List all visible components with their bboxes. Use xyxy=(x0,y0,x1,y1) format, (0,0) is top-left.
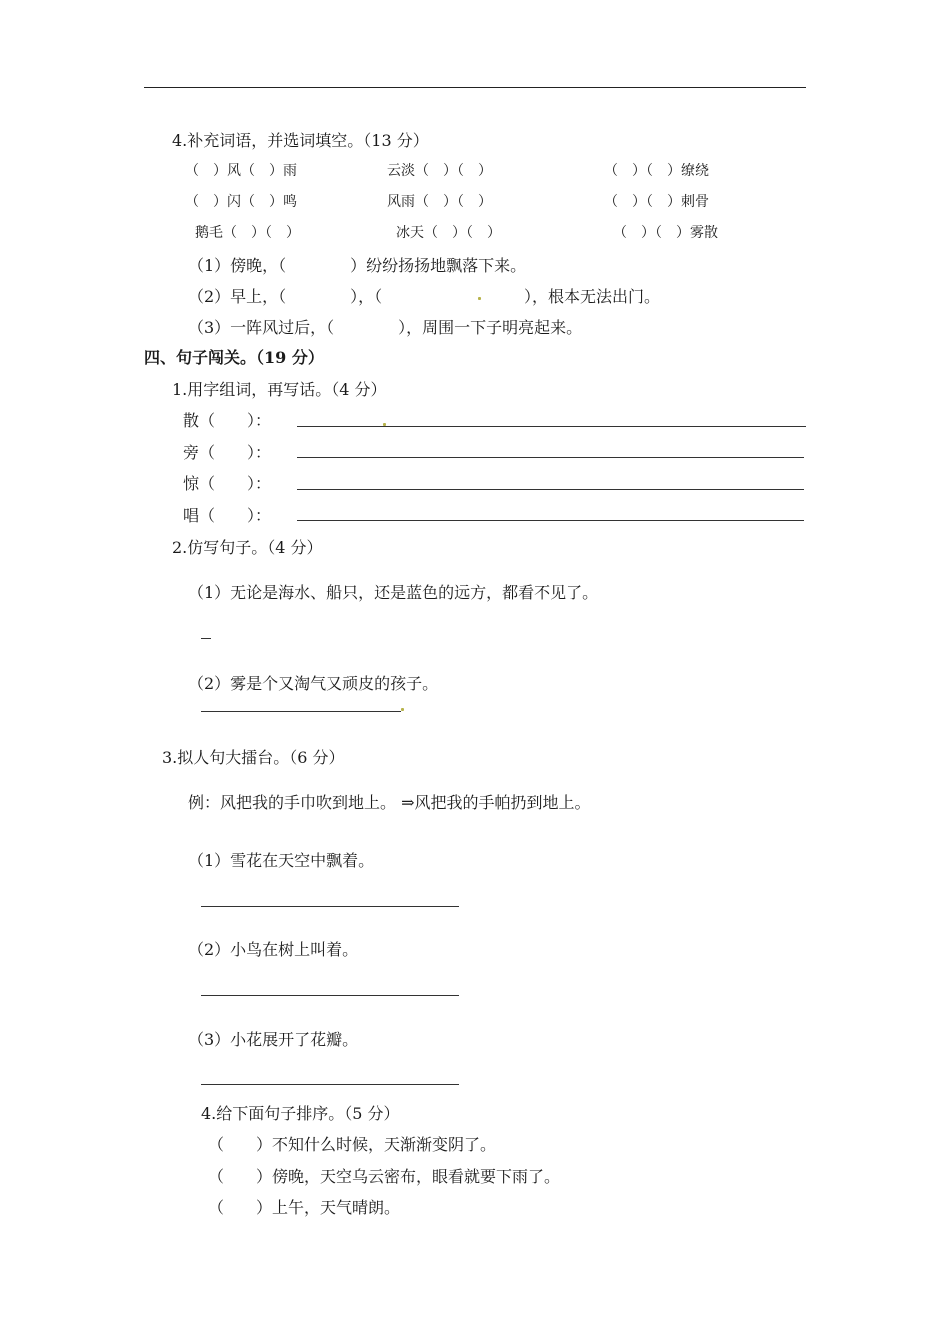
answer-line-short xyxy=(201,638,211,639)
answer-line xyxy=(297,520,804,521)
word-blank: （ ）（ ）雾散 xyxy=(613,225,718,241)
q3-example: 例：风把我的手巾吹到地上。 ⇒风把我的手帕扔到地上。 xyxy=(188,793,591,812)
word-blank: （ ）风（ ）雨 xyxy=(185,163,297,179)
word-blank: （ ）闪（ ）鸣 xyxy=(185,194,297,210)
answer-line xyxy=(201,711,401,712)
q1-title: 1.用字组词，再写话。（4 分） xyxy=(172,380,387,399)
word-blank: 云淡（ ）（ ） xyxy=(387,163,492,179)
answer-line xyxy=(201,1084,459,1085)
q1-item-4: 唱（ ）： xyxy=(183,506,272,525)
word-blank: 风雨（ ）（ ） xyxy=(387,194,492,210)
order-item: （ ）不知什么时候，天渐渐变阴了。 xyxy=(208,1135,497,1154)
ink-speck xyxy=(478,297,481,300)
word-blank: （ ）（ ）刺骨 xyxy=(604,194,709,210)
order-item: （ ）上午，天气晴朗。 xyxy=(208,1198,401,1217)
word-blank: （ ）（ ）缭绕 xyxy=(604,163,709,179)
header-rule xyxy=(144,87,806,88)
answer-line xyxy=(201,906,459,907)
order-item: （ ）傍晚，天空乌云密布，眼看就要下雨了。 xyxy=(208,1167,561,1186)
answer-line xyxy=(297,457,804,458)
q3-title: 3.拟人句大擂台。（6 分） xyxy=(162,748,345,767)
fill-sentence-3: （3）一阵风过后，（ ），周围一下子明亮起来。 xyxy=(188,318,583,337)
q2-sentence-2: （2）雾是个又淘气又顽皮的孩子。 xyxy=(188,674,439,693)
answer-line xyxy=(201,995,459,996)
q2-title: 2.仿写句子。（4 分） xyxy=(172,538,323,557)
q4-fill-title: 4.补充词语，并选词填空。（13 分） xyxy=(172,131,429,150)
ink-speck xyxy=(401,708,404,711)
q3-sentence-1: （1）雪花在天空中飘着。 xyxy=(188,851,375,870)
section-title: 四、句子闯关。（19 分） xyxy=(144,348,324,367)
q1-item-2: 旁（ ）： xyxy=(183,443,272,462)
fill-sentence-2b: ），根本无法出门。 xyxy=(524,287,661,306)
fill-sentence-2a: （2）早上，（ ），（ xyxy=(188,287,383,306)
q4-order-title: 4.给下面句子排序。（5 分） xyxy=(201,1104,400,1123)
q2-sentence-1: （1）无论是海水、船只，还是蓝色的远方，都看不见了。 xyxy=(188,583,599,602)
q1-item-3: 惊（ ）： xyxy=(183,474,272,493)
q3-sentence-2: （2）小鸟在树上叫着。 xyxy=(188,940,359,959)
q1-item-1: 散（ ）： xyxy=(183,411,272,430)
q3-sentence-3: （3）小花展开了花瓣。 xyxy=(188,1030,359,1049)
answer-line xyxy=(297,489,804,490)
fill-sentence-1: （1）傍晚，（ ）纷纷扬扬地飘落下来。 xyxy=(188,256,527,275)
word-blank: 鹅毛（ ）（ ） xyxy=(195,225,300,241)
answer-line xyxy=(297,426,806,427)
word-blank: 冰天（ ）（ ） xyxy=(396,225,501,241)
ink-speck xyxy=(383,423,386,426)
